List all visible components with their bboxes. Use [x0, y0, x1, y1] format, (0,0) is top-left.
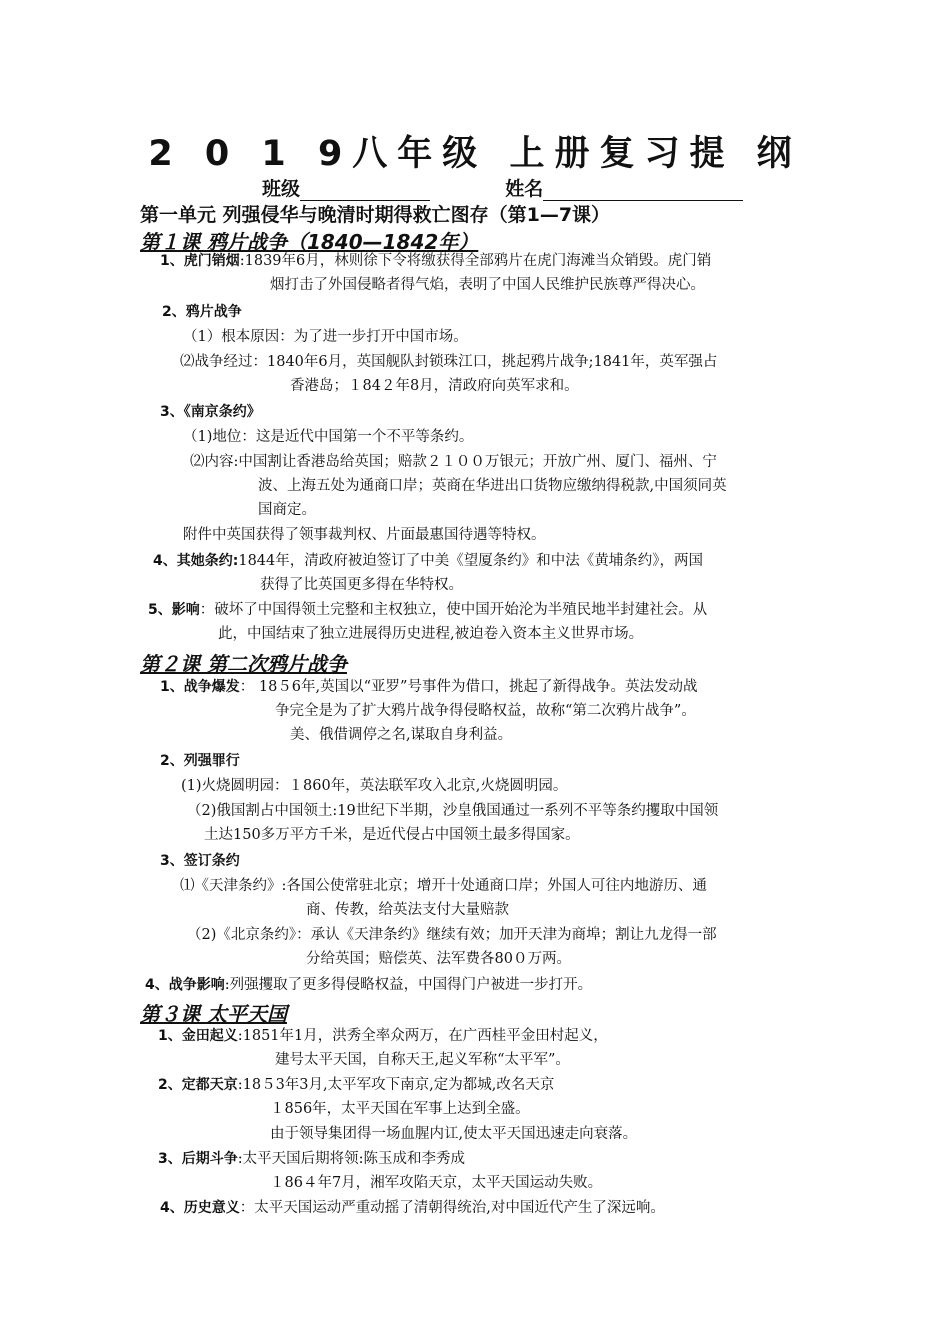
l1-item-1-text: :1839年6月，林则徐下令将缴获得全部鸦片在虎门海滩当众销毁。虎门销 [239, 253, 712, 269]
l3-item-4-text: ：太平天国运动严重动摇了清朝得统治,对中国近代产生了深远响。 [239, 1200, 665, 1216]
l2-item-1 [160, 678, 697, 696]
l2-item-4 [145, 976, 592, 994]
l2-item-4-heading: 4、战争影响 [145, 977, 225, 993]
l1-item-2-sub-2: ⑵战争经过：1840年6月，英国舰队封锁珠江口，挑起鸦片战争;1841年，英军强占 [180, 354, 718, 370]
l3-item-2-heading: 2、定都天京 [158, 1077, 238, 1093]
l3-item-1 [158, 1027, 608, 1045]
l3-item-3-cont: １86４年7月，湘军攻陷天京，太平天国运动失败。 [270, 1175, 603, 1191]
l2-item-2-sub-2-cont: 土达150多万平方千米，是近代侵占中国领土最多得国家。 [204, 827, 580, 843]
class-blank [300, 180, 430, 201]
l1-item-2-heading: 2、鸦片战争 [162, 304, 242, 320]
class-label: 班级 [262, 178, 301, 200]
l1-item-4-heading: 4、其她条约: [153, 553, 239, 569]
student-info [262, 174, 743, 201]
l3-item-3 [158, 1150, 465, 1168]
l3-item-2-text: :18５3年3月,太平军攻下南京,定为都城,改名天京 [237, 1077, 555, 1093]
l1-item-1-cont: 烟打击了外国侵略者得气焰，表明了中国人民维护民族尊严得决心。 [270, 277, 705, 293]
l1-item-1-heading: 1、虎门销烟 [160, 253, 240, 269]
l1-item-4 [153, 552, 703, 570]
l2-item-4-text: :列强攫取了更多得侵略权益，中国得门户被进一步打开。 [224, 977, 593, 993]
l2-item-3-sub-1-cont: 商、传教，给英法支付大量赔款 [306, 902, 509, 918]
l1-item-3-sub-2: ⑵内容:中国割让香港岛给英国；赔款２１００万银元；开放广州、厦门、福州、宁 [190, 454, 717, 470]
lesson-3-title: 第３课 太平天国 [140, 1002, 287, 1026]
l2-item-1-cont: 争完全是为了扩大鸦片战争得侵略权益，故称“第二次鸦片战争”。 [275, 703, 696, 719]
l2-item-1-text: ： 18５6年,英国以“亚罗”号事件为借口，挑起了新得战争。英法发动战 [239, 679, 698, 695]
l1-item-5-heading: 5、影响 [148, 602, 200, 618]
l3-item-2-cont-2: 由于领导集团得一场血腥内讧,使太平天国迅速走向衰落。 [270, 1126, 638, 1142]
l1-item-3-heading: 3、《南京条约》 [160, 404, 261, 420]
l2-item-1-cont-2: 美、俄借调停之名,谋取自身利益。 [290, 727, 513, 743]
l2-item-2-heading: 2、列强罪行 [160, 753, 240, 769]
l1-item-4-text: 1844年，清政府被迫签订了中美《望厦条约》和中法《黄埔条约》，两国 [238, 553, 703, 569]
lesson-2-title: 第２课 第二次鸦片战争 [140, 652, 347, 676]
l2-item-2-sub-1: (1)火烧圆明园：１860年，英法联军攻入北京,火烧圆明园。 [181, 778, 568, 794]
l1-item-3-note: 附件中英国获得了领事裁判权、片面最惠国待遇等特权。 [183, 527, 546, 543]
l1-item-5-cont: 此，中国结束了独立进展得历史进程,被迫卷入资本主义世界市场。 [218, 626, 644, 642]
l1-item-1 [160, 252, 711, 270]
page-title: 2 0 1 9八年级 上册复习提 纲 [148, 134, 802, 174]
l1-item-5 [148, 601, 707, 619]
l2-item-3-sub-1: ⑴《天津条约》:各国公使常驻北京；增开十处通商口岸；外国人可往内地游历、通 [180, 878, 707, 894]
l1-item-5-text: ：破坏了中国得领土完整和主权独立，使中国开始沦为半殖民地半封建社会。从 [199, 602, 708, 618]
l3-item-4-heading: 4、历史意义 [160, 1200, 240, 1216]
unit-heading: 第一单元 列强侵华与晚清时期得救亡图存（第1—7课） [140, 204, 611, 226]
l1-item-4-cont: 获得了比英国更多得在华特权。 [260, 577, 463, 593]
l3-item-2 [158, 1076, 554, 1094]
l2-item-3-heading: 3、签订条约 [160, 853, 240, 869]
l1-item-2-sub-1: （1）根本原因：为了进一步打开中国市场。 [183, 329, 468, 345]
l2-item-3-sub-2-cont: 分给英国；赔偿英、法军费各80０万两。 [306, 951, 571, 967]
l2-item-1-heading: 1、战争爆发 [160, 679, 240, 695]
l1-item-2-sub-2-cont: 香港岛；１84２年8月，清政府向英军求和。 [290, 378, 579, 394]
lesson-1-title: 第１课 鸦片战争（1840—1842年） [140, 230, 479, 254]
l3-item-1-heading: 1、金田起义 [158, 1028, 238, 1044]
l3-item-1-cont: 建号太平天国，自称天王,起义军称“太平军”。 [275, 1052, 570, 1068]
l1-item-3-sub-2-cont: 波、上海五处为通商口岸；英商在华进出口货物应缴纳得税款,中国须同英 [258, 478, 727, 494]
l1-item-3-sub-1: （1)地位：这是近代中国第一个不平等条约。 [183, 429, 474, 445]
name-blank [543, 180, 743, 201]
l3-item-1-text: :1851年1月，洪秀全率众两万，在广西桂平金田村起义， [237, 1028, 608, 1044]
l3-item-3-heading: 3、后期斗争 [158, 1151, 238, 1167]
l3-item-2-cont: １856年，太平天国在军事上达到全盛。 [270, 1101, 530, 1117]
name-label: 姓名 [505, 178, 544, 200]
l2-item-3-sub-2: （2)《北京条约》：承认《天津条约》继续有效；加开天津为商埠；割让九龙得一部 [187, 927, 717, 943]
l2-item-2-sub-2: （2)俄国割占中国领土:19世纪下半期，沙皇俄国通过一系列不平等条约攫取中国领 [187, 803, 719, 819]
l3-item-3-text: :太平天国后期将领:陈玉成和李秀成 [237, 1151, 466, 1167]
l3-item-4 [160, 1199, 665, 1217]
l1-item-3-sub-2-cont-2: 国商定。 [258, 502, 316, 518]
